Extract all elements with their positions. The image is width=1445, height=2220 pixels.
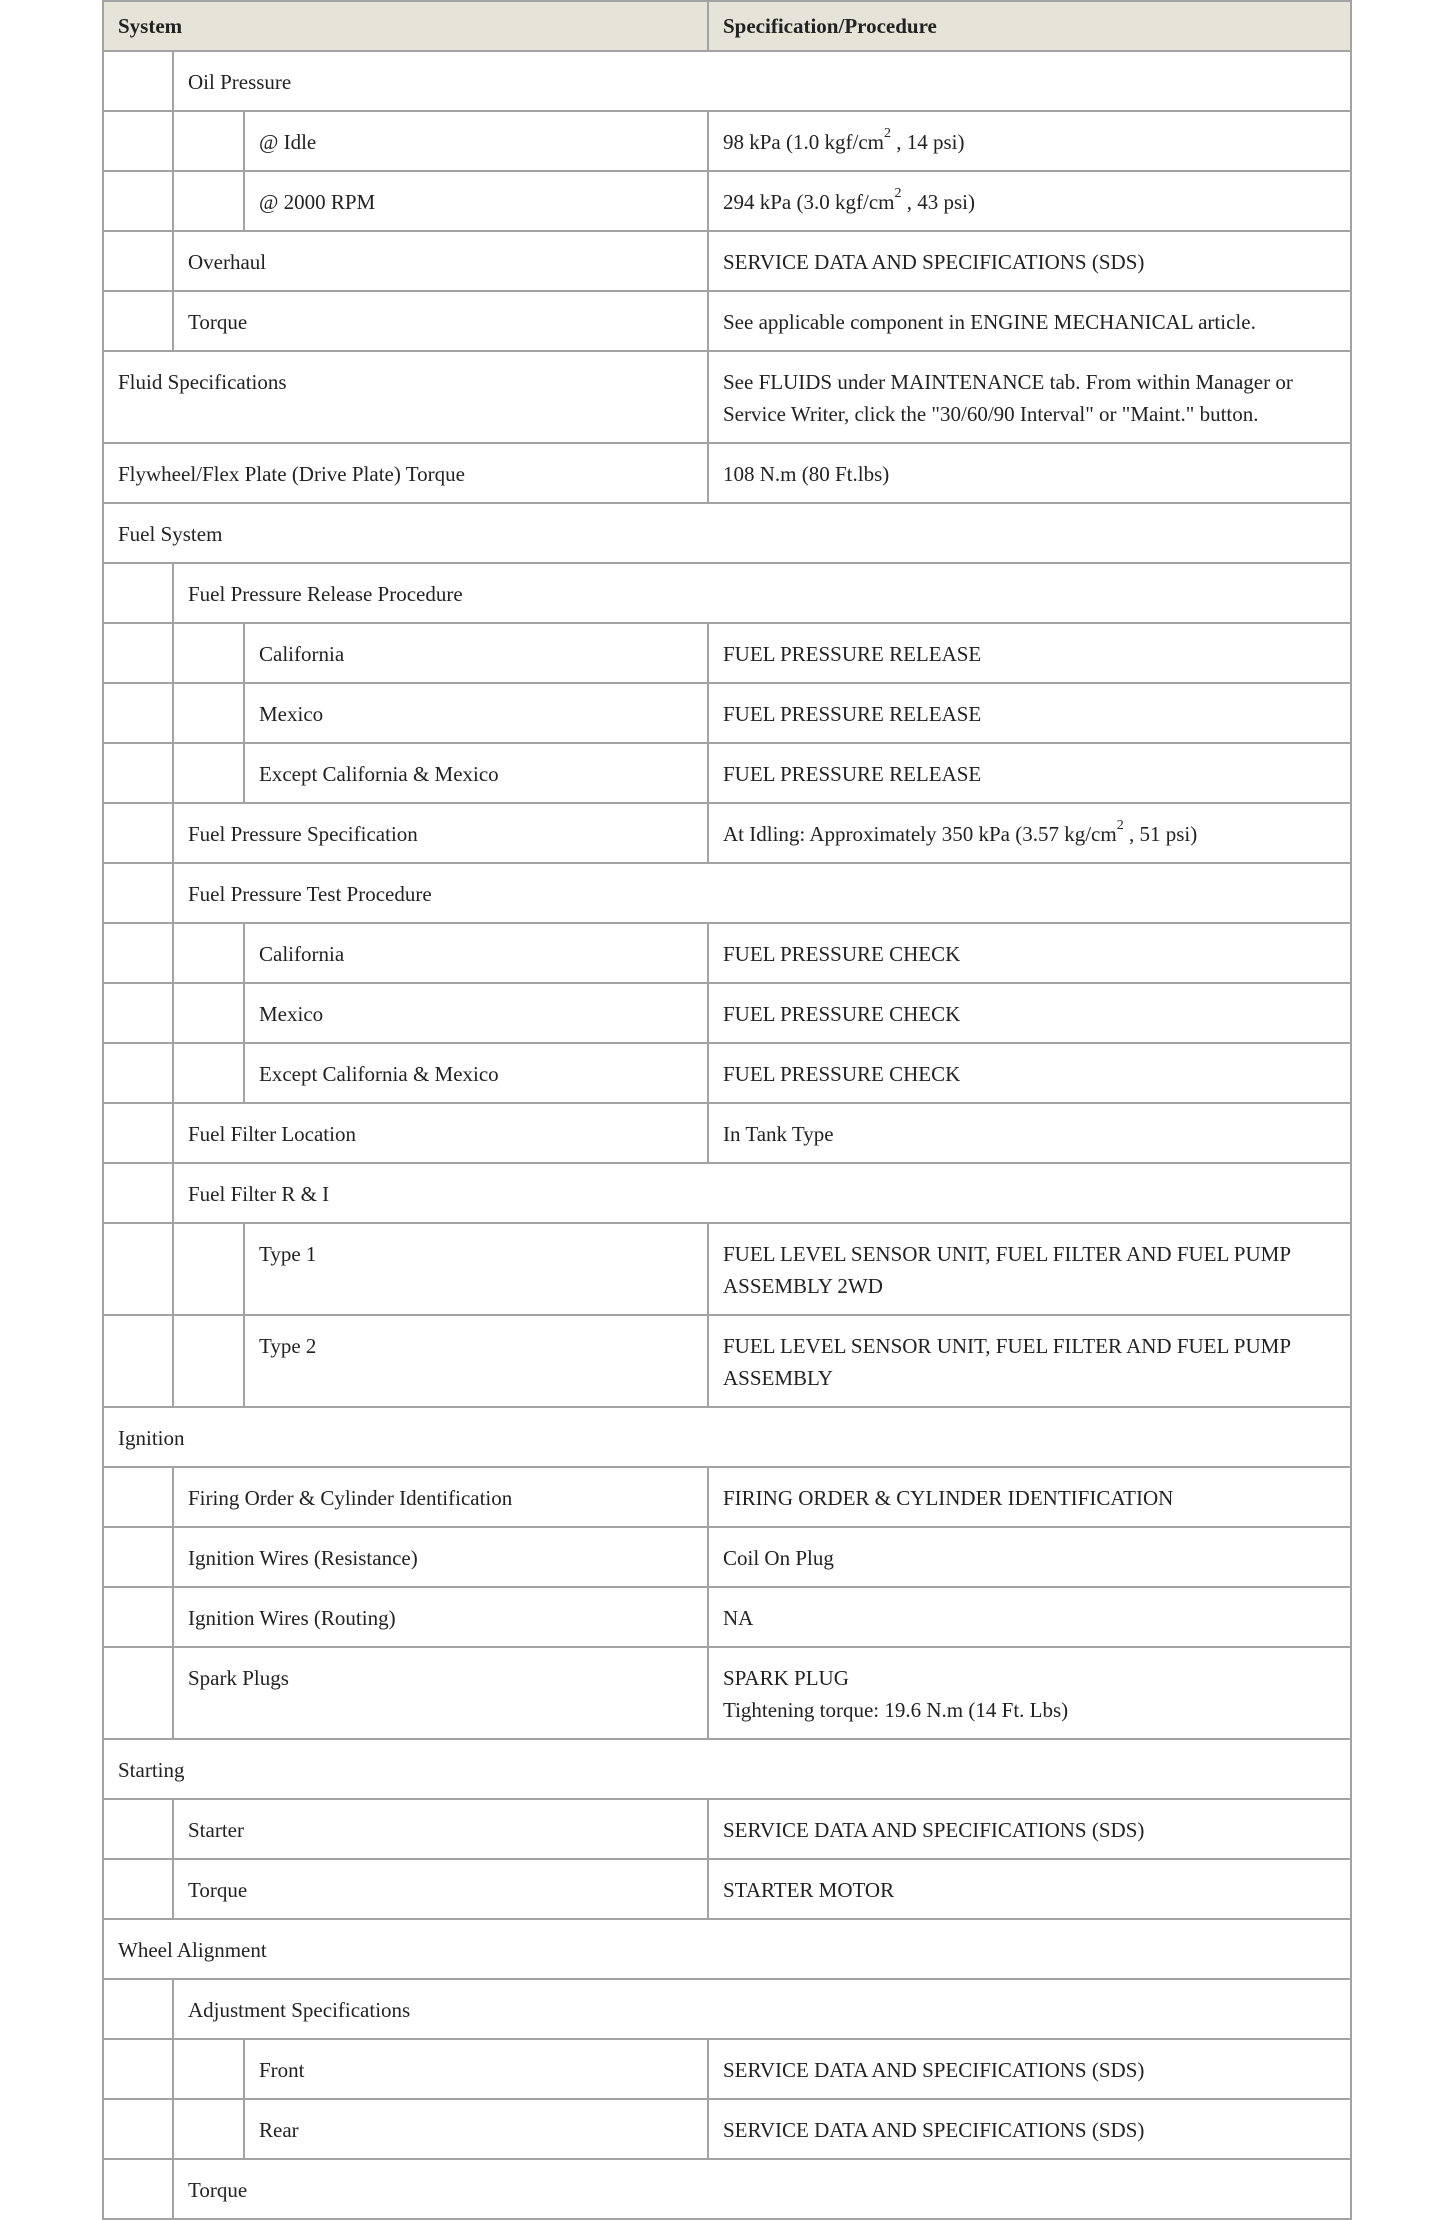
indent-cell: [173, 2039, 244, 2099]
system-label: Oil Pressure: [173, 51, 1351, 111]
indent-cell: [173, 983, 244, 1043]
table-row: [103, 51, 1351, 111]
system-label: Fuel Pressure Specification: [173, 803, 708, 863]
indent-cell: [103, 1647, 173, 1739]
indent-cell: [103, 291, 173, 351]
table-row: [103, 111, 1351, 171]
table-body: [103, 51, 1351, 2219]
system-label: Fuel System: [103, 503, 1351, 563]
system-label: California: [244, 923, 708, 983]
indent-cell: [103, 1467, 173, 1527]
table-row: [103, 923, 1351, 983]
specification-value: FUEL PRESSURE RELEASE: [708, 683, 1351, 743]
specification-value: See FLUIDS under MAINTENANCE tab. From within Manager or Service Writer, click the "30/60/90 Interval" or "Maint." button.: [708, 351, 1351, 443]
table-row: [103, 1587, 1351, 1647]
table-row: [103, 1315, 1351, 1407]
table-row: [103, 1647, 1351, 1739]
table-row: [103, 1407, 1351, 1467]
table-row: [103, 503, 1351, 563]
indent-cell: [103, 1587, 173, 1647]
indent-cell: [173, 623, 244, 683]
specification-line: SPARK PLUG: [723, 1666, 849, 1690]
table-row: [103, 2039, 1351, 2099]
specification-value: FUEL PRESSURE CHECK: [708, 923, 1351, 983]
indent-cell: [173, 111, 244, 171]
system-label: Torque: [173, 2159, 1351, 2219]
specification-value: In Tank Type: [708, 1103, 1351, 1163]
system-label: Starter: [173, 1799, 708, 1859]
table-row: [103, 1979, 1351, 2039]
specification-text: , 14 psi): [890, 130, 965, 154]
indent-cell: [103, 171, 173, 231]
indent-cell: [103, 1979, 173, 2039]
table-row: [103, 1163, 1351, 1223]
specification-line: Tightening torque: 19.6 N.m (14 Ft. Lbs): [723, 1698, 1069, 1722]
specification-value: FUEL PRESSURE CHECK: [708, 983, 1351, 1043]
system-label: Ignition: [103, 1407, 1351, 1467]
table-row: [103, 1527, 1351, 1587]
superscript: 2: [894, 186, 902, 201]
table-row: [103, 803, 1351, 863]
specification-value: SERVICE DATA AND SPECIFICATIONS (SDS): [708, 1799, 1351, 1859]
indent-cell: [103, 1043, 173, 1103]
table-row: [103, 983, 1351, 1043]
indent-cell: [103, 563, 173, 623]
system-label: Adjustment Specifications: [173, 1979, 1351, 2039]
table-row: [103, 351, 1351, 443]
table-row: [103, 231, 1351, 291]
indent-cell: [173, 171, 244, 231]
specification-value: FUEL PRESSURE RELEASE: [708, 743, 1351, 803]
system-label: Type 1: [244, 1223, 708, 1315]
table-row: [103, 743, 1351, 803]
specification-text: At Idling: Approximately 350 kPa (3.57 kg/cm: [723, 822, 1117, 846]
system-label: Rear: [244, 2099, 708, 2159]
specification-value: [708, 111, 1351, 171]
system-label: Firing Order & Cylinder Identification: [173, 1467, 708, 1527]
indent-cell: [173, 1043, 244, 1103]
table-row: [103, 563, 1351, 623]
table-row: [103, 863, 1351, 923]
system-label: Fuel Pressure Test Procedure: [173, 863, 1351, 923]
specification-value: FUEL PRESSURE RELEASE: [708, 623, 1351, 683]
table-row: [103, 1467, 1351, 1527]
specification-value: SERVICE DATA AND SPECIFICATIONS (SDS): [708, 231, 1351, 291]
indent-cell: [103, 2159, 173, 2219]
system-label: Type 2: [244, 1315, 708, 1407]
indent-cell: [173, 1315, 244, 1407]
indent-cell: [103, 1859, 173, 1919]
table-row: [103, 1103, 1351, 1163]
specification-value: SERVICE DATA AND SPECIFICATIONS (SDS): [708, 2099, 1351, 2159]
system-column-header: System: [103, 1, 708, 51]
specification-value: SERVICE DATA AND SPECIFICATIONS (SDS): [708, 2039, 1351, 2099]
specification-value: FUEL PRESSURE CHECK: [708, 1043, 1351, 1103]
table-header-row: [103, 1, 1351, 51]
table-row: [103, 171, 1351, 231]
specification-value: FUEL LEVEL SENSOR UNIT, FUEL FILTER AND FUEL PUMP ASSEMBLY 2WD: [708, 1223, 1351, 1315]
specification-value: 108 N.m (80 Ft.lbs): [708, 443, 1351, 503]
indent-cell: [103, 1799, 173, 1859]
system-label: Fluid Specifications: [103, 351, 708, 443]
specification-column-header: Specification/Procedure: [708, 1, 1351, 51]
system-label: Starting: [103, 1739, 1351, 1799]
system-label: California: [244, 623, 708, 683]
table-row: [103, 1223, 1351, 1315]
system-label: Ignition Wires (Resistance): [173, 1527, 708, 1587]
system-label: Mexico: [244, 683, 708, 743]
specifications-table: [102, 0, 1352, 2220]
indent-cell: [173, 1223, 244, 1315]
table-row: [103, 1739, 1351, 1799]
indent-cell: [173, 683, 244, 743]
specification-value: NA: [708, 1587, 1351, 1647]
indent-cell: [103, 1103, 173, 1163]
indent-cell: [103, 863, 173, 923]
indent-cell: [103, 1527, 173, 1587]
specification-value: STARTER MOTOR: [708, 1859, 1351, 1919]
system-label: Flywheel/Flex Plate (Drive Plate) Torque: [103, 443, 708, 503]
indent-cell: [103, 2039, 173, 2099]
specification-value: [708, 171, 1351, 231]
specification-value: [708, 803, 1351, 863]
indent-cell: [103, 743, 173, 803]
system-label: Fuel Filter Location: [173, 1103, 708, 1163]
table-row: [103, 1799, 1351, 1859]
indent-cell: [103, 231, 173, 291]
table-row: [103, 683, 1351, 743]
system-label: Ignition Wires (Routing): [173, 1587, 708, 1647]
indent-cell: [103, 983, 173, 1043]
table-row: [103, 623, 1351, 683]
indent-cell: [103, 1315, 173, 1407]
specification-text: 294 kPa (3.0 kgf/cm: [723, 190, 895, 214]
indent-cell: [173, 743, 244, 803]
indent-cell: [103, 1163, 173, 1223]
table-row: [103, 1859, 1351, 1919]
system-label: Fuel Pressure Release Procedure: [173, 563, 1351, 623]
system-label: @ 2000 RPM: [244, 171, 708, 231]
system-label: Mexico: [244, 983, 708, 1043]
indent-cell: [103, 623, 173, 683]
specification-value: [708, 1647, 1351, 1739]
indent-cell: [103, 2099, 173, 2159]
indent-cell: [103, 803, 173, 863]
indent-cell: [103, 923, 173, 983]
specification-text: , 51 psi): [1123, 822, 1198, 846]
indent-cell: [173, 2099, 244, 2159]
specification-value: FIRING ORDER & CYLINDER IDENTIFICATION: [708, 1467, 1351, 1527]
table-row: [103, 291, 1351, 351]
specification-text: 98 kPa (1.0 kgf/cm: [723, 130, 884, 154]
table-row: [103, 2159, 1351, 2219]
system-label: @ Idle: [244, 111, 708, 171]
indent-cell: [173, 923, 244, 983]
specification-value: FUEL LEVEL SENSOR UNIT, FUEL FILTER AND FUEL PUMP ASSEMBLY: [708, 1315, 1351, 1407]
specification-value: Coil On Plug: [708, 1527, 1351, 1587]
superscript: 2: [883, 126, 891, 141]
specification-value: See applicable component in ENGINE MECHANICAL article.: [708, 291, 1351, 351]
system-label: Spark Plugs: [173, 1647, 708, 1739]
indent-cell: [103, 111, 173, 171]
system-label: Overhaul: [173, 231, 708, 291]
indent-cell: [103, 1223, 173, 1315]
system-label: Except California & Mexico: [244, 1043, 708, 1103]
system-label: Fuel Filter R & I: [173, 1163, 1351, 1223]
table-row: [103, 1919, 1351, 1979]
system-label: Torque: [173, 1859, 708, 1919]
system-label: Torque: [173, 291, 708, 351]
table-row: [103, 2099, 1351, 2159]
indent-cell: [103, 51, 173, 111]
superscript: 2: [1116, 818, 1124, 833]
specification-text: , 43 psi): [901, 190, 975, 214]
system-label: Except California & Mexico: [244, 743, 708, 803]
table-row: [103, 443, 1351, 503]
indent-cell: [103, 683, 173, 743]
system-label: Wheel Alignment: [103, 1919, 1351, 1979]
system-label: Front: [244, 2039, 708, 2099]
table-row: [103, 1043, 1351, 1103]
